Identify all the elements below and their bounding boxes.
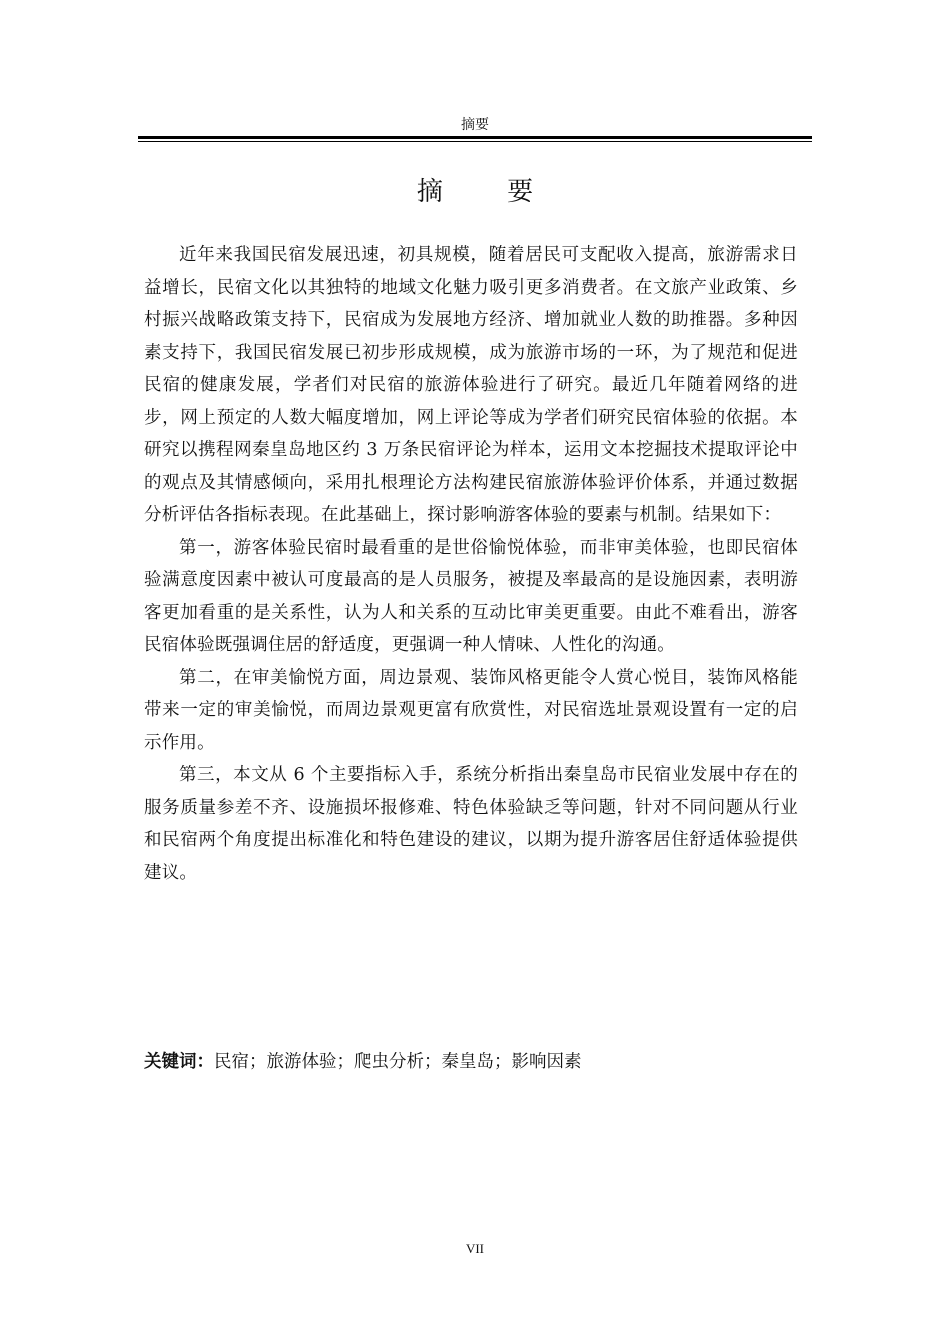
abstract-paragraph-2: 第一，游客体验民宿时最看重的是世俗愉悦体验，而非审美体验，也即民宿体验满意度因素中被认可度最高的是人员服务，被提及率最高的是设施因素，表明游客更加看重的是关系性，认为人和关系的互动比审美更重要。由此不难看出，游客民宿体验既强调住居的舒适度，更强调一种人情味、人性化的沟通。 (144, 537, 798, 655)
abstract-paragraph-1: 近年来我国民宿发展迅速，初具规模，随着居民可支配收入提高，旅游需求日益增长，民宿文化以其独特的地域文化魅力吸引更多消费者。在文旅产业政策、乡村振兴战略政策支持下，民宿成为发展地方经济、增加就业人数的助推器。多种因素支持下，我国民宿发展已初步形成规模，成为旅游市场的一环，为了规范和促进民宿的健康发展，学者们对民宿的旅游体验进行了研究。最近几年随着网络的进步，网上预定的人数大幅度增加，网上评论等成为学者们研究民宿体验的依据。本研究以携程网秦皇岛地区约 3 万条民宿评论为样本，运用文本挖掘技术提取评论中的观点及其情感倾向，采用扎根理论方法构建民宿旅游体验评价体系，并通过数据分析评估各指标表现。在此基础上，探讨影响游客体验的要素与机制。结果如下： (144, 245, 798, 525)
page-number: VII (465, 1241, 485, 1256)
abstract-body (144, 239, 798, 889)
header-rule (138, 136, 812, 142)
page-title: 摘 要 (416, 177, 562, 207)
keywords-text: 民宿；旅游体验；爬虫分析；秦皇岛；影响因素 (214, 1052, 582, 1072)
abstract-paragraph-4: 第三，本文从 6 个主要指标入手，系统分析指出秦皇岛市民宿业发展中存在的服务质量参差不齐、设施损坏报修难、特色体验缺乏等问题，针对不同问题从行业和民宿两个角度提出标准化和特色建设的建议，以期为提升游客居住舒适体验提供建议。 (144, 765, 798, 883)
running-header: 摘要 (461, 117, 489, 133)
keywords-line (144, 1046, 798, 1078)
abstract-paragraph-3: 第二，在审美愉悦方面，周边景观、装饰风格更能令人赏心悦目，装饰风格能带来一定的审美愉悦，而周边景观更富有欣赏性，对民宿选址景观设置有一定的启示作用。 (144, 667, 798, 753)
keywords-label: 关键词： (144, 1052, 214, 1072)
